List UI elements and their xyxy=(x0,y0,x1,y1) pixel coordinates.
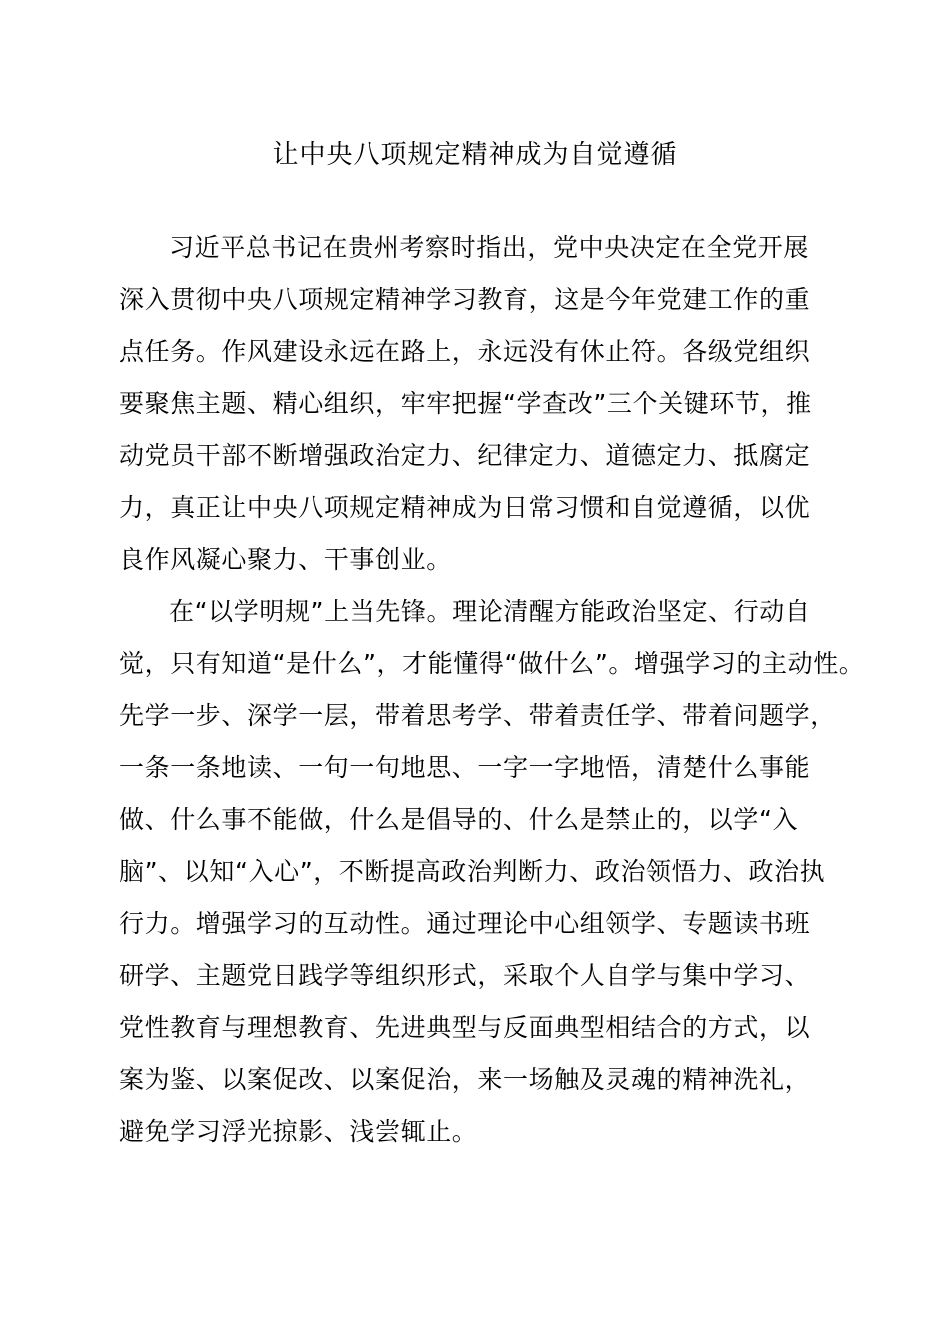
paragraph-1 xyxy=(119,222,839,586)
paragraph-line: 避免学习浮光掠影、浅尝辄止。 xyxy=(119,1117,478,1146)
paragraph-line: 深入贯彻中央八项规定精神学习教育，这是今年党建工作的重 xyxy=(119,285,811,314)
paragraph-line: 在“以学明规”上当先锋。理论清醒方能政治坚定、行动自 xyxy=(169,597,811,626)
paragraph-line: 习近平总书记在贵州考察时指出，党中央决定在全党开展 xyxy=(169,233,810,262)
paragraph-line: 研学、主题党日践学等组织形式，采取个人自学与集中学习、 xyxy=(119,961,811,990)
paragraph-line: 党性教育与理想教育、先进典型与反面典型相结合的方式，以 xyxy=(119,1013,811,1042)
paragraph-2 xyxy=(119,586,865,1210)
paragraph-line: 良作风凝心聚力、干事创业。 xyxy=(119,545,452,574)
paragraph-line: 行力。增强学习的互动性。通过理论中心组领学、专题读书班 xyxy=(119,909,811,938)
paragraph-line: 脑”、以知“入心”，不断提高政治判断力、政治领悟力、政治执 xyxy=(119,857,826,886)
paragraph-line: 觉，只有知道“是什么”，才能懂得“做什么”。增强学习的主动性。 xyxy=(119,649,865,678)
document-title: 让中央八项规定精神成为自觉遵循 xyxy=(272,140,678,170)
paragraph-line: 点任务。作风建设永远在路上，永远没有休止符。各级党组织 xyxy=(119,337,811,366)
paragraph-line: 力，真正让中央八项规定精神成为日常习惯和自觉遵循，以优 xyxy=(119,493,811,522)
paragraph-line: 做、什么事不能做，什么是倡导的、什么是禁止的，以学“入 xyxy=(119,805,799,834)
paragraph-line: 一条一条地读、一句一句地思、一字一字地悟，清楚什么事能 xyxy=(119,753,811,782)
document-body xyxy=(119,222,865,1210)
paragraph-line: 案为鉴、以案促改、以案促治，来一场触及灵魂的精神洗礼， xyxy=(119,1065,811,1094)
paragraph-line: 动党员干部不断增强政治定力、纪律定力、道德定力、抵腐定 xyxy=(119,441,811,470)
paragraph-line: 先学一步、深学一层，带着思考学、带着责任学、带着问题学， xyxy=(119,701,836,730)
paragraph-line xyxy=(119,1158,839,1210)
paragraph-line: 要聚焦主题、精心组织，牢牢把握“学查改”三个关键环节，推 xyxy=(119,389,812,418)
